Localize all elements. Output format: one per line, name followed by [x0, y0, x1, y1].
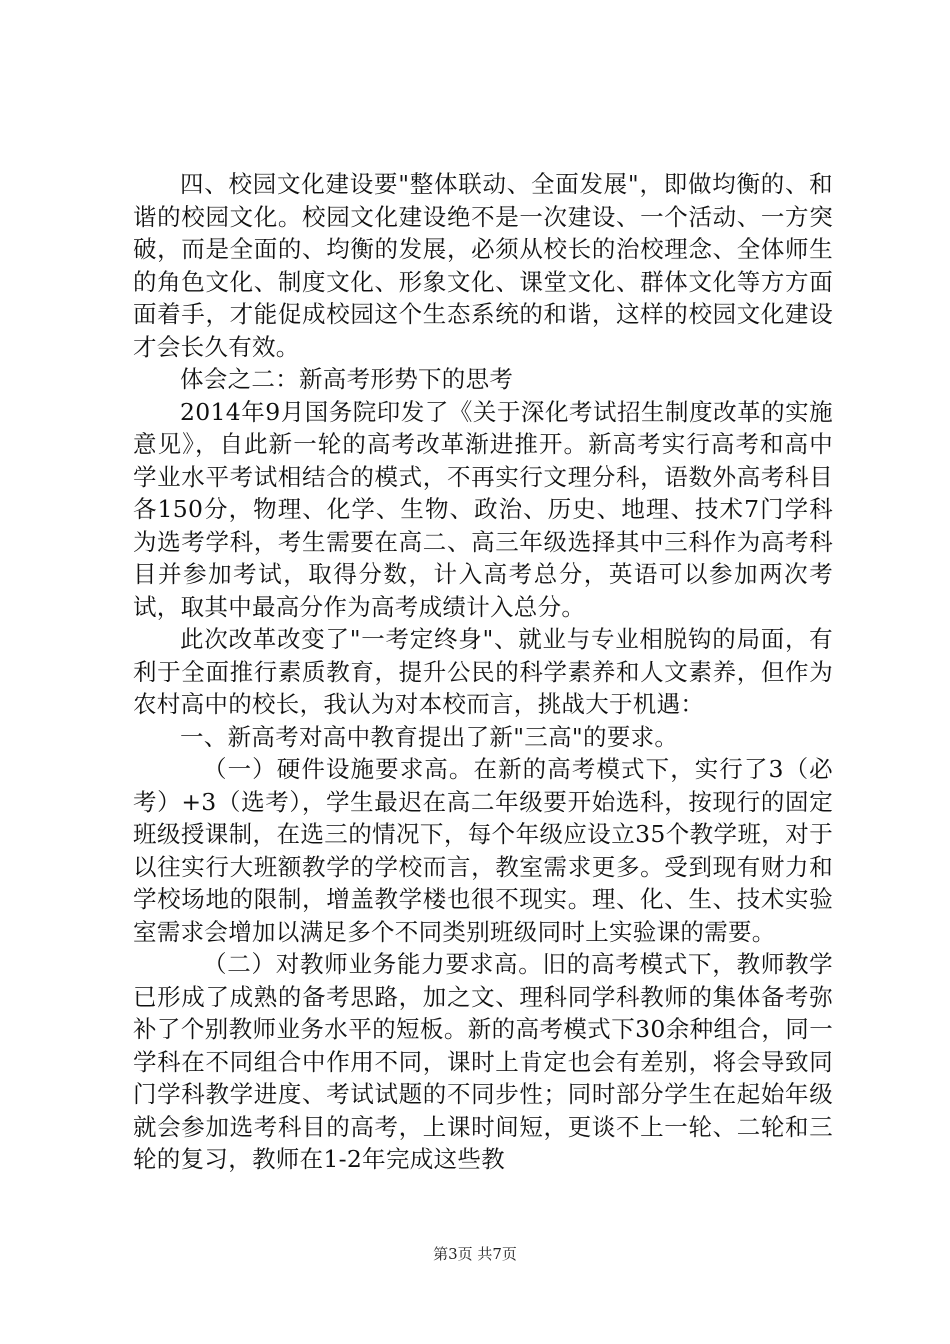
page-number: 第3页 共7页: [433, 1245, 517, 1263]
document-body: [133, 168, 833, 1176]
paragraph-three-requirements: 一、新高考对高中教育提出了新"三高"的要求。: [180, 722, 679, 751]
paragraph-hardware: （一）硬件设施要求高。在新的高考模式下，实行了3（必考）+3（选考），学生最迟在高二年级要开始选科，按现行的固定班级授课制，在选三的情况下，每个年级应设立35个教学班，对于以往实行大班额教学的学校而言，教室需求更多。受到现有财力和学校场地的限制，增盖教学楼也很不现实。理、化、生、技术实验室需求会增加以满足多个不同类别班级同时上实验课的需要。: [133, 755, 833, 946]
paragraph-reform-overview: 2014年9月国务院印发了《关于深化考试招生制度改革的实施意见》，自此新一轮的高考改革渐进推开。新高考实行高考和高中学业水平考试相结合的模式，不再实行文理分科，语数外高考科目各150分，物理、化学、生物、政治、历史、地理、技术7门学科为选考学科，考生需要在高二、高三年级选择其中三科作为高考科目并参加考试，取得分数，计入高考总分，英语可以参加两次考试，取其中最高分作为高考成绩计入总分。: [133, 397, 833, 621]
paragraph-teacher-ability: （二）对教师业务能力要求高。旧的高考模式下，教师教学已形成了成熟的备考思路，加之文、理科同学科教师的集体备考弥补了个别教师业务水平的短板。新的高考模式下30余种组合，同一学科在不同组合中作用不同，课时上肯定也会有差别，将会导致同门学科教学进度、考试试题的不同步性；同时部分学生在起始年级就会参加选考科目的高考，上课时间短，更谈不上一轮、二轮和三轮的复习，教师在1-2年完成这些教: [133, 950, 833, 1173]
paragraph-campus-culture: 四、校园文化建设要"整体联动、全面发展"，即做均衡的、和谐的校园文化。校园文化建设绝不是一次建设、一个活动、一方突破，而是全面的、均衡的发展，必须从校长的治校理念、全体师生的角色文化、制度文化、形象文化、课堂文化、群体文化等方方面面着手，才能促成校园这个生态系统的和谐，这样的校园文化建设才会长久有效。: [133, 170, 833, 361]
paragraph-reform-impact: 此次改革改变了"一考定终身"、就业与专业相脱钩的局面，有利于全面推行素质教育，提升公民的科学素养和人文素养，但作为农村高中的校长，我认为对本校而言，挑战大于机遇：: [133, 625, 833, 718]
section-heading: 体会之二：新高考形势下的思考: [180, 365, 514, 393]
